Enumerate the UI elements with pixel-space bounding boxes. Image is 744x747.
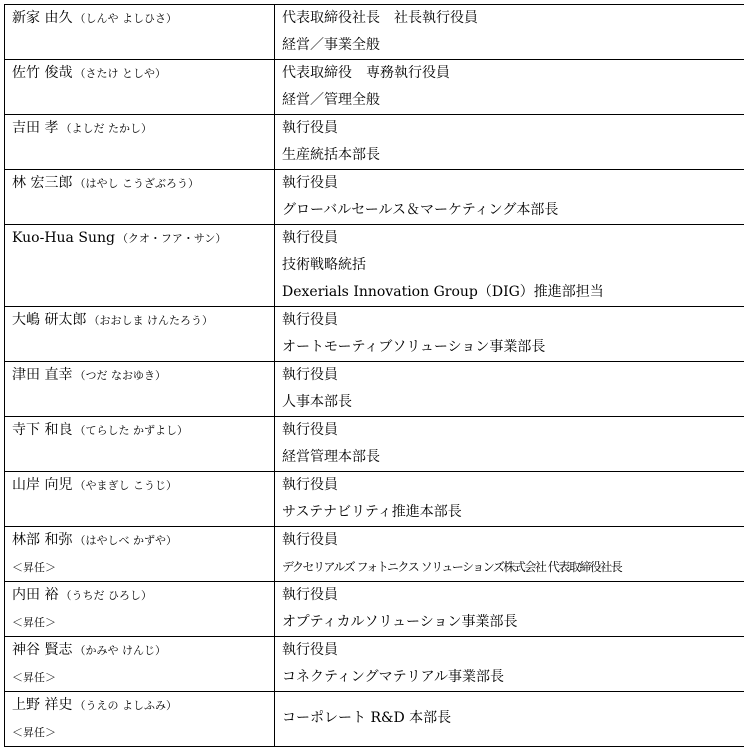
officer-row (5, 5, 744, 60)
officer-role-cell (275, 5, 744, 60)
officer-name: 林部 和弥 (12, 532, 72, 548)
officer-reading: （よしだ たかし） (60, 122, 152, 135)
officer-row (5, 307, 744, 362)
officer-role: 執行役員 (282, 637, 744, 664)
officer-name-cell (5, 5, 275, 60)
officer-name-cell (5, 307, 275, 362)
promotion-tag: ＜昇任＞ (12, 719, 274, 746)
officer-role: 執行役員 (282, 170, 744, 197)
officer-role: 執行役員 (282, 307, 744, 334)
officer-row (5, 692, 744, 747)
officer-name-cell (5, 170, 275, 225)
officer-reading: （クオ・フア・サン） (117, 232, 226, 245)
officer-name-cell (5, 582, 275, 637)
officer-row (5, 417, 744, 472)
officer-role: 執行役員 (282, 362, 744, 389)
officer-role: オートモーティブソリューション事業部長 (282, 334, 744, 361)
officer-name-cell (5, 417, 275, 472)
officer-role: 執行役員 (282, 115, 744, 142)
officer-reading: （つだ なおゆき） (74, 369, 166, 382)
officer-name: 寺下 和良 (12, 422, 72, 438)
officer-name: 佐竹 俊哉 (12, 65, 72, 81)
officer-role-cell (275, 60, 744, 115)
officer-role-cell (275, 170, 744, 225)
officer-role: 代表取締役 専務執行役員 (282, 60, 744, 87)
officer-name-cell (5, 637, 275, 692)
officer-role-cell (275, 362, 744, 417)
officer-role: 執行役員 (282, 225, 744, 252)
officer-role: Dexerials Innovation Group（DIG）推進部担当 (282, 279, 744, 306)
officer-reading: （やまぎし こうじ） (74, 479, 177, 492)
officer-name: 津田 直幸 (12, 367, 72, 383)
officer-reading: （しんや よしひさ） (74, 12, 177, 25)
officer-name: Kuo-Hua Sung (12, 230, 115, 246)
officer-name-cell (5, 115, 275, 170)
officer-role: サステナビリティ推進本部長 (282, 499, 744, 526)
officer-row (5, 115, 744, 170)
promotion-tag: ＜昇任＞ (12, 664, 274, 691)
officer-reading: （さたけ としや） (74, 67, 166, 80)
officer-role: 技術戦略統括 (282, 252, 744, 279)
officer-name: 林 宏三郎 (12, 175, 72, 191)
officer-role: 執行役員 (282, 527, 744, 554)
officer-role-cell (275, 472, 744, 527)
officer-name-cell (5, 692, 275, 747)
officer-role: コネクティングマテリアル事業部長 (282, 664, 744, 691)
officer-role-cell (275, 115, 744, 170)
officer-role: 執行役員 (282, 582, 744, 609)
officer-reading: （うちだ ひろし） (60, 589, 152, 602)
officer-reading: （てらした かずよし） (74, 424, 188, 437)
officer-role-cell (275, 692, 744, 747)
promotion-tag: ＜昇任＞ (12, 609, 274, 636)
officer-name: 新家 由久 (12, 10, 72, 26)
officer-reading: （うえの よしふみ） (74, 699, 177, 712)
officer-role-cell (275, 307, 744, 362)
officer-row (5, 225, 744, 307)
officer-reading: （おおしま けんたろう） (88, 314, 213, 327)
officer-reading: （かみや けんじ） (74, 644, 166, 657)
officer-row (5, 527, 744, 582)
officer-name: 山岸 向児 (12, 477, 72, 493)
officer-name-cell (5, 362, 275, 417)
officer-name: 吉田 孝 (12, 120, 58, 136)
officer-role: 経営／管理全般 (282, 87, 744, 114)
officer-name: 内田 裕 (12, 587, 58, 603)
officer-role: オプティカルソリューション事業部長 (282, 609, 744, 636)
officer-row (5, 362, 744, 417)
promotion-tag: ＜昇任＞ (12, 554, 274, 581)
officer-role: 経営管理本部長 (282, 444, 744, 471)
officer-role: 代表取締役社長 社長執行役員 (282, 5, 744, 32)
officer-role: 執行役員 (282, 417, 744, 444)
officer-row (5, 170, 744, 225)
officer-row (5, 637, 744, 692)
officer-row (5, 60, 744, 115)
officer-role-cell (275, 225, 744, 307)
officer-role: グローバルセールス＆マーケティング本部長 (282, 197, 744, 224)
officer-name: 神谷 賢志 (12, 642, 72, 658)
officer-role: デクセリアルズ フォトニクス ソリューションズ株式会社 代表取締役社長 (282, 554, 744, 581)
officer-name-cell (5, 472, 275, 527)
officer-name: 上野 祥史 (12, 697, 72, 713)
officer-role-cell (275, 637, 744, 692)
officer-name-cell (5, 60, 275, 115)
officer-role-cell (275, 417, 744, 472)
officer-role-cell (275, 582, 744, 637)
officer-role: 人事本部長 (282, 389, 744, 416)
officer-role: 経営／事業全般 (282, 32, 744, 59)
officer-row (5, 582, 744, 637)
officer-role: 生産統括本部長 (282, 142, 744, 169)
officer-role: 執行役員 (282, 472, 744, 499)
officer-name: 大嶋 研太郎 (12, 312, 86, 328)
officer-role-cell (275, 527, 744, 582)
officer-name-cell (5, 225, 275, 307)
officer-reading: （はやし こうざぶろう） (74, 177, 199, 190)
officer-name-cell (5, 527, 275, 582)
officers-table (4, 4, 744, 747)
officer-reading: （はやしべ かずや） (74, 534, 177, 547)
officer-row (5, 472, 744, 527)
officer-role: コーポレート R&D 本部長 (282, 705, 451, 732)
